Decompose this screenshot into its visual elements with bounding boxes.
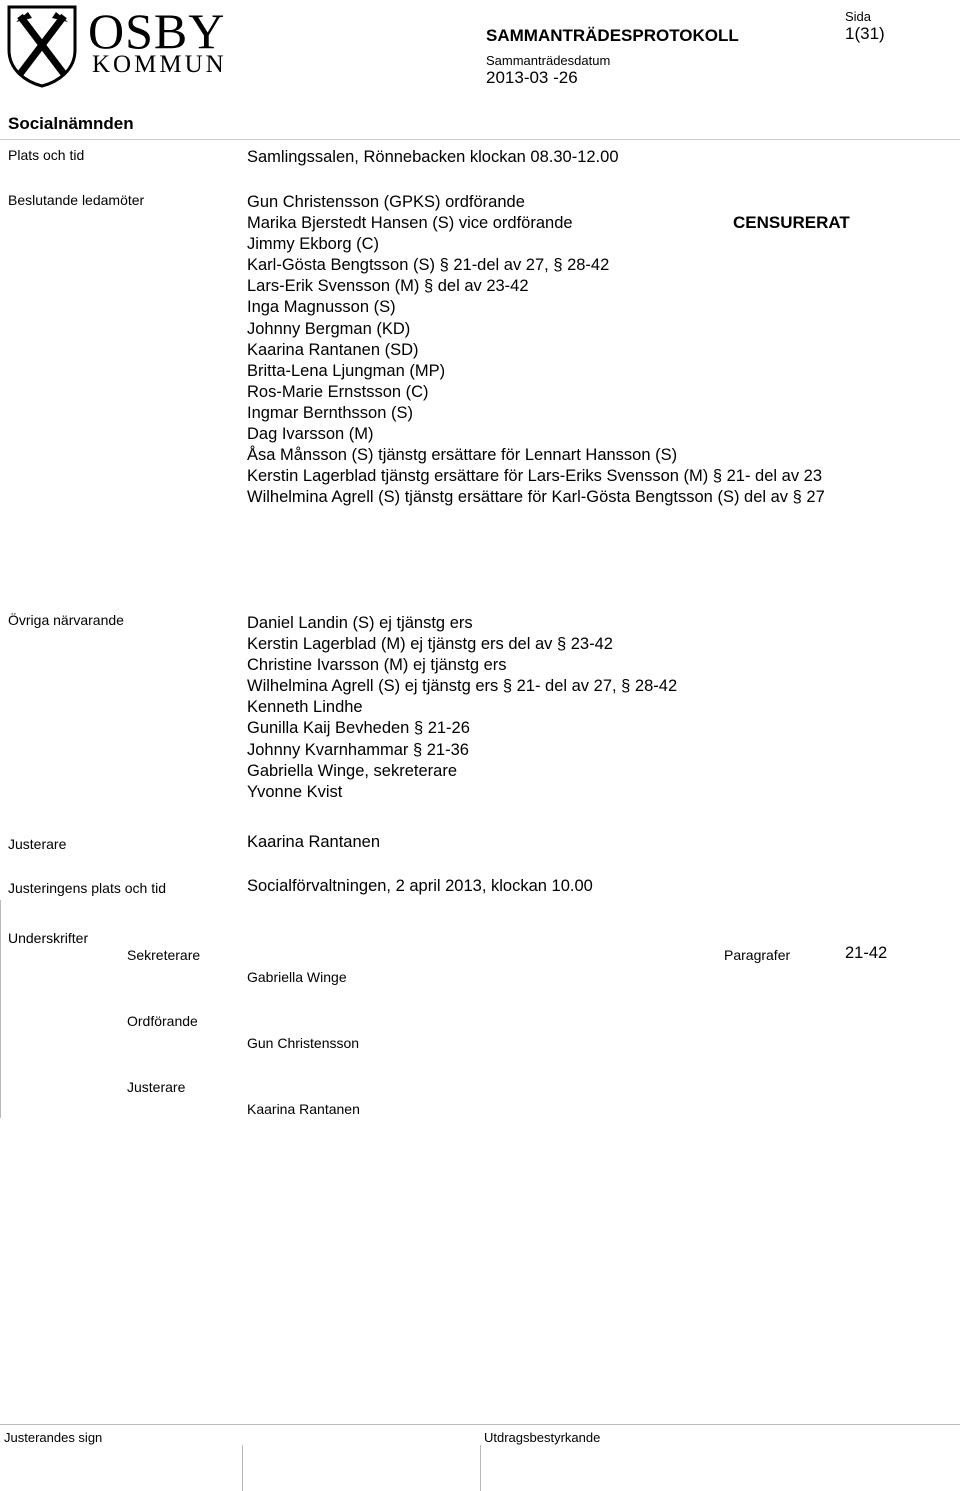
list-item: Wilhelmina Agrell (S) tjänstg ersättare för Karl-Gösta Bengtsson (S) del av § 27	[247, 488, 825, 507]
list-item: Christine Ivarsson (M) ej tjänstg ers	[247, 656, 507, 675]
chair-role: Ordförande	[127, 1013, 198, 1029]
others-list	[247, 613, 677, 803]
secretary-role: Sekreterare	[127, 947, 201, 963]
list-item: Kerstin Lagerblad (M) ej tjänstg ers del av § 23-42	[247, 635, 613, 654]
list-item: Dag Ivarsson (M)	[247, 425, 374, 444]
header-divider	[0, 139, 960, 140]
footer-extract-cert: Utdragsbestyrkande	[484, 1430, 601, 1445]
list-item: Johnny Kvarnhammar § 21-36	[247, 740, 469, 759]
chair-name: Gun Christensson	[247, 1035, 360, 1051]
list-item: Yvonne Kvist	[247, 782, 343, 801]
list-item: Marika Bjerstedt Hansen (S) vice ordförande	[247, 214, 573, 233]
adjuster-label: Justerare	[8, 836, 67, 852]
list-item: Wilhelmina Agrell (S) ej tjänstg ers § 21- del av 27, § 28-42	[247, 677, 678, 696]
meeting-date: 2013-03 -26	[486, 68, 578, 87]
list-item: Ingmar Bernthsson (S)	[247, 403, 413, 422]
osby-coat-of-arms-logo	[6, 4, 78, 88]
list-item: Åsa Månsson (S) tjänstg ersättare för Lennart Hansson (S)	[247, 446, 678, 465]
adjuster-name: Kaarina Rantanen	[247, 1101, 360, 1117]
list-item: Ros-Marie Ernstsson (C)	[247, 382, 429, 401]
signatures-label: Underskrifter	[8, 930, 89, 946]
adjust-place-value: Socialförvaltningen, 2 april 2013, klockan 10.00	[247, 877, 593, 895]
footer-sign-box-line	[242, 1445, 243, 1491]
others-label: Övriga närvarande	[8, 612, 124, 628]
members-list	[247, 192, 825, 508]
paragraphs-label: Paragrafer	[724, 947, 791, 963]
list-item: Jimmy Ekborg (C)	[247, 235, 380, 254]
document-title: SAMMANTRÄDESPROTOKOLL	[486, 26, 739, 45]
list-item: Daniel Landin (S) ej tjänstg ers	[247, 614, 473, 632]
page-label: Sida	[845, 9, 872, 24]
list-item: Kenneth Lindhe	[247, 698, 363, 717]
members-label: Beslutande ledamöter	[8, 192, 145, 208]
place-value: Samlingssalen, Rönnebacken klockan 08.30-12.00	[247, 148, 619, 166]
footer-divider	[0, 1424, 960, 1425]
adjuster-role: Justerare	[127, 1079, 186, 1095]
place-label: Plats och tid	[8, 147, 85, 163]
list-item: Gunilla Kaij Bevheden § 21-26	[247, 719, 470, 738]
logo-subtitle: KOMMUN	[92, 51, 227, 78]
adjuster-value: Kaarina Rantanen	[247, 833, 381, 851]
list-item: Gabriella Winge, sekreterare	[247, 761, 458, 780]
list-item: Kerstin Lagerblad tjänstg ersättare för Lars-Eriks Svensson (M) § 21- del av 23	[247, 467, 823, 486]
paragraphs-value: 21-42	[845, 944, 888, 962]
list-item: Karl-Gösta Bengtsson (S) § 21-del av 27, § 28-42	[247, 256, 610, 275]
list-item: Lars-Erik Svensson (M) § del av 23-42	[247, 277, 529, 296]
censored-stamp: CENSURERAT	[733, 213, 850, 232]
logo-wordmark: OSBY	[88, 3, 226, 59]
department-name: Socialnämnden	[8, 114, 134, 133]
list-item: Britta-Lena Ljungman (MP)	[247, 361, 446, 380]
page-number: 1(31)	[845, 24, 885, 43]
list-item: Inga Magnusson (S)	[247, 298, 396, 317]
footer-cert-box-line	[480, 1445, 481, 1491]
list-item: Johnny Bergman (KD)	[247, 319, 411, 338]
date-label: Sammanträdesdatum	[486, 53, 611, 68]
signature-margin-line	[0, 900, 1, 1118]
footer-adjuster-sign: Justerandes sign	[4, 1430, 103, 1445]
adjust-place-label: Justeringens plats och tid	[8, 880, 166, 896]
list-item: Kaarina Rantanen (SD)	[247, 340, 419, 359]
secretary-name: Gabriella Winge	[247, 969, 347, 985]
list-item: Gun Christensson (GPKS) ordförande	[247, 193, 525, 211]
